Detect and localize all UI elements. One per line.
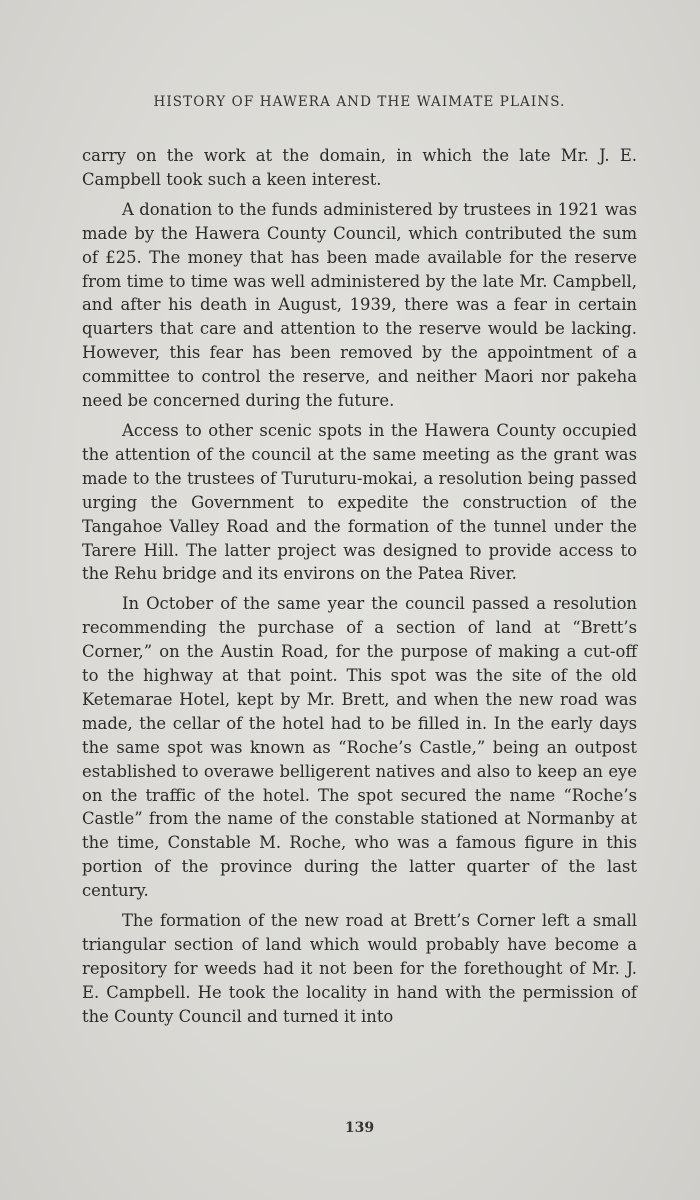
paragraph-continuation: carry on the work at the domain, in which the late Mr. J. E. Campbell took such a keen interest. xyxy=(82,146,637,189)
body-text xyxy=(82,144,637,1035)
book-page xyxy=(82,0,637,1200)
page-number: 139 xyxy=(344,1120,375,1136)
paragraph-bretts-corner: In October of the same year the council passed a resolution recommending the purchase of a section of land at “Brett’s Corner,” on the Austin Road, for the purpose of making a cut-off to the highway at that point. This spot was the site of the old Ketemarae Hotel, kept by Mr. Brett, and when the new road was made, the cellar of the hotel had to be filled in. In the early days the same spot was known as “Roche’s Castle,” being an outpost established to overawe belligerent natives and also to keep an eye on the traffic of the hotel. The spot secured the name “Roche’s Castle” from the name of the constable stationed at Normanby at the time, Constable M. Roche, who was a famous figure in this portion of the province during the latter quarter of the last century. xyxy=(82,594,637,901)
paragraph-donation: A donation to the funds administered by trustees in 1921 was made by the Hawera County Council, which contributed the sum of £25. The money that has been made available for the reserve from time to time was well administered by the late Mr. Campbell, and after his death in August, 1939, there was a fear in certain quarters that care and attention to the reserve would be lacking. However, this fear has been removed by the appointment of a committee to control the reserve, and neither Maori nor pakeha need be concerned during the future. xyxy=(82,199,637,411)
paragraph-scenic-access: Access to other scenic spots in the Hawera County occupied the attention of the council at the same meeting as the grant was made to the trustees of Turuturu-mokai, a resolution being passed urging the Government to expedite the construction of the Tangahoe Valley Road and the formation of the tunnel under the Tarere Hill. The latter project was designed to provide access to the Rehu bridge and its environs on the Patea River. xyxy=(82,420,637,584)
paragraph-new-road: The formation of the new road at Brett’s Corner left a small triangular section of land which would probably have become a repository for weeds had it not been for the forethought of Mr. J. E. Campbell. He took the locality in hand with the permission of the County Council and turned it into xyxy=(82,911,637,1026)
running-head-title: HISTORY OF HAWERA AND THE WAIMATE PLAINS. xyxy=(153,94,566,110)
